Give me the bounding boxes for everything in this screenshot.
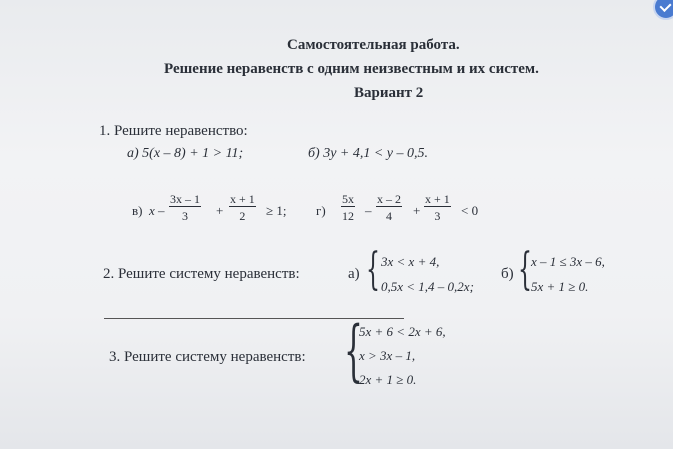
task1-heading: 1. Решите неравенство: — [99, 123, 248, 139]
task1-g-plus: + — [413, 203, 421, 218]
page-title: Самостоятельная работа. — [287, 37, 460, 53]
fraction-numerator: x + 1 — [230, 192, 255, 206]
task1-a: а) 5(x – 8) + 1 > 11; — [127, 146, 244, 161]
fraction-numerator: x + 1 — [425, 192, 450, 206]
check-badge-icon — [653, 0, 673, 20]
task1-v-fraction-2 — [229, 192, 256, 223]
task2-b-line1: x – 1 ≤ 3x – 6, — [531, 254, 605, 269]
task1-g-label: г) — [316, 203, 326, 218]
task3-line3: 2x + 1 ≥ 0. — [359, 372, 417, 387]
task2-a-line2: 0,5x < 1,4 – 0,2x; — [381, 279, 474, 294]
variant-label: Вариант 2 — [354, 85, 424, 101]
task1-v-fraction-1 — [169, 192, 201, 223]
task2-b-line2: 5x + 1 ≥ 0. — [531, 279, 589, 294]
system-brace-b: { — [518, 244, 532, 295]
task1-g-tail: < 0 — [461, 203, 479, 218]
fraction-denominator: 12 — [342, 209, 354, 223]
task1-g-fraction-1 — [341, 192, 355, 223]
fraction-numerator: x – 2 — [377, 192, 401, 206]
task1-v-x: x – — [149, 203, 165, 218]
task1-g-fraction-3 — [424, 192, 451, 223]
task2-a-label: а) — [348, 266, 360, 282]
fraction-numerator: 5x — [342, 192, 354, 206]
task3-line2: x > 3x – 1, — [359, 348, 416, 363]
task1-b: б) 3y + 4,1 < y – 0,5. — [308, 146, 429, 161]
task1-g-minus: – — [365, 203, 372, 218]
fraction-denominator: 2 — [239, 209, 246, 223]
task2-heading: 2. Решите систему неравенств: — [103, 266, 300, 282]
task2-b-label: б) — [501, 266, 514, 282]
task1-v-plus: + — [216, 203, 224, 218]
task3-line1: 5x + 6 < 2x + 6, — [359, 324, 446, 339]
task1-v-label: в) — [132, 203, 143, 218]
task1-v-tail: ≥ 1; — [266, 203, 287, 218]
task3-heading: 3. Решите систему неравенств: — [109, 349, 306, 365]
task1-g-fraction-2 — [376, 192, 402, 223]
fraction-denominator: 4 — [386, 209, 392, 223]
fraction-denominator: 3 — [434, 209, 441, 223]
system-brace-a: { — [366, 244, 380, 295]
page-subtitle: Решение неравенств с одним неизвестным и их систем. — [164, 61, 539, 77]
task2-a-line1: 3x < x + 4, — [381, 254, 440, 269]
fraction-denominator: 3 — [182, 209, 188, 223]
fraction-numerator: 3x – 1 — [170, 192, 200, 206]
system-brace-3: { — [344, 312, 363, 389]
